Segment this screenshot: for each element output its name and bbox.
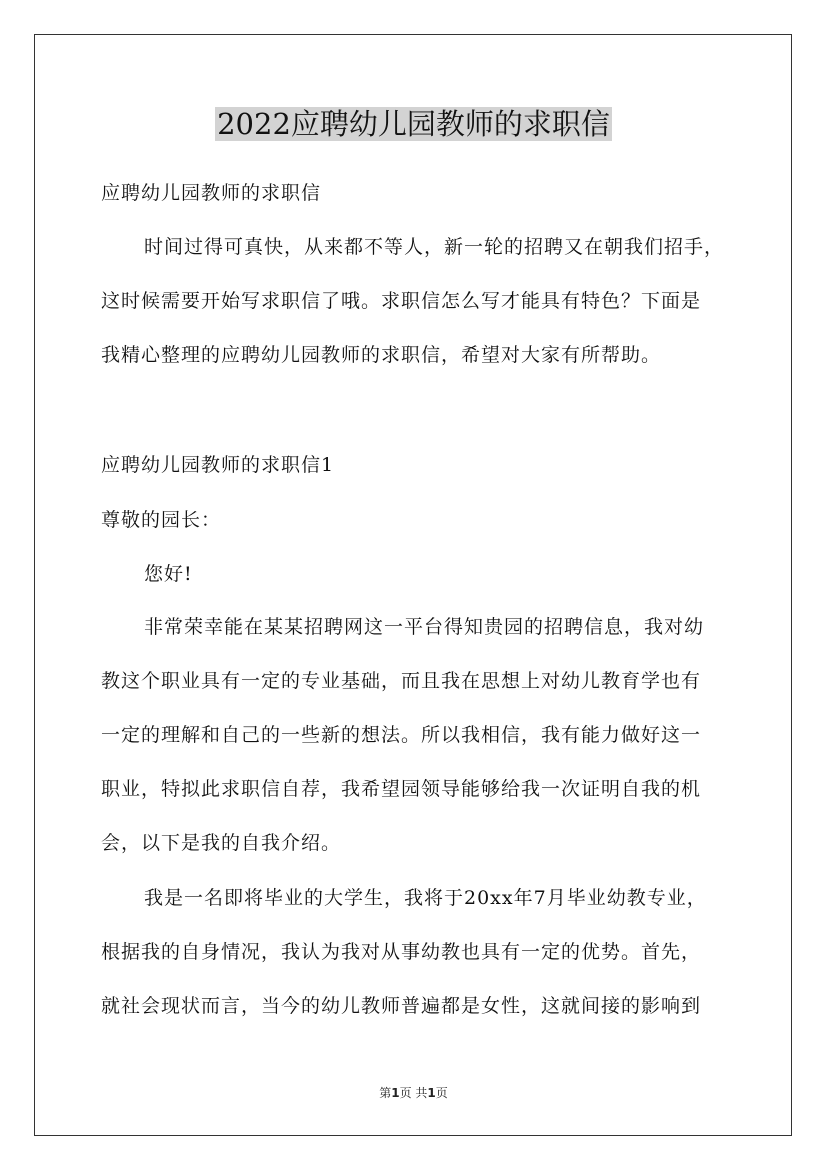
footer-page-total: 1 [427,1086,436,1100]
paragraph2-line-2: 根据我的自身情况，我认为我对从事幼教也具有一定的优势。首先， [101,941,702,963]
footer-page-suffix: 页 共 [399,1086,428,1100]
salutation: 尊敬的园长： [101,509,222,531]
page-footer [0,1084,827,1101]
intro-line-1: 时间过得可真快，从来都不等人，新一轮的招聘又在朝我们招手， [144,236,725,258]
letter-heading: 应聘幼儿园教师的求职信1 [101,454,335,476]
footer-page-end: 页 [435,1086,448,1100]
paragraph1-line-3: 一定的理解和自己的一些新的想法。所以我相信，我有能力做好这一 [101,724,702,746]
paragraph1-line-5: 会，以下是我的自我介绍。 [101,832,342,854]
greeting: 您好! [144,563,193,585]
intro-line-2: 这时候需要开始写求职信了哦。求职信怎么写才能具有特色？下面是 [101,290,702,312]
intro-line-3: 我精心整理的应聘幼儿园教师的求职信，希望对大家有所帮助。 [101,344,662,366]
paragraph1-line-4: 职业，特拟此求职信自荐，我希望园领导能够给我一次证明自我的机 [101,778,702,800]
subtitle: 应聘幼儿园教师的求职信 [101,182,322,204]
paragraph1-line-1: 非常荣幸能在某某招聘网这一平台得知贵园的招聘信息，我对幼 [144,616,705,638]
paragraph2-line-3: 就社会现状而言，当今的幼儿教师普遍都是女性，这就间接的影响到 [101,995,702,1017]
paragraph2-line-1: 我是一名即将毕业的大学生，我将于20xx年7月毕业幼教专业， [144,887,707,909]
paragraph1-line-2: 教这个职业具有一定的专业基础，而且我在思想上对幼儿教育学也有 [101,670,702,692]
document-title [0,104,827,144]
footer-page-prefix: 第 [379,1086,392,1100]
footer-page-current: 1 [391,1086,400,1100]
title-text: 2022应聘幼儿园教师的求职信 [217,107,610,141]
